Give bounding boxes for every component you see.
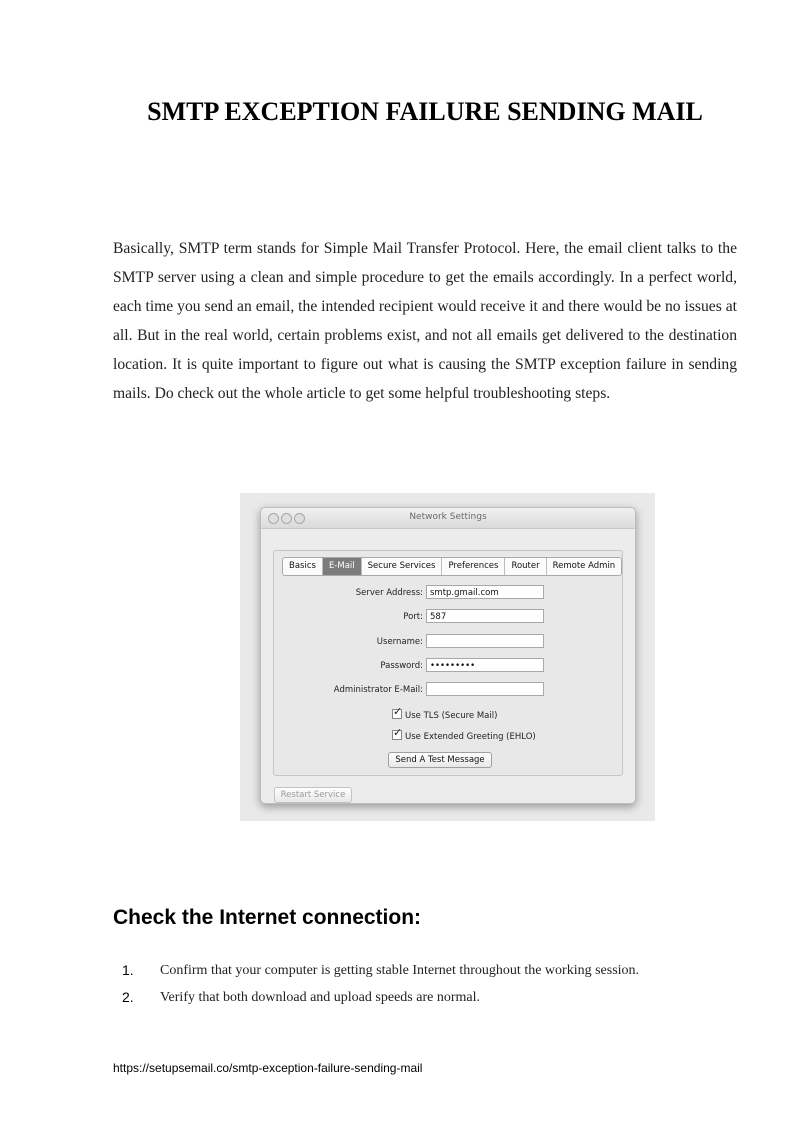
tab-basics: Basics bbox=[283, 558, 323, 575]
send-test-message-button: Send A Test Message bbox=[388, 752, 492, 768]
tab-secure-services: Secure Services bbox=[362, 558, 443, 575]
step-number: 1. bbox=[122, 962, 134, 978]
section-heading: Check the Internet connection: bbox=[113, 906, 422, 929]
admin-email-field bbox=[426, 682, 544, 696]
checkmark-icon: ✓ bbox=[393, 705, 403, 718]
password-label: Password: bbox=[380, 661, 423, 671]
step-number: 2. bbox=[122, 989, 134, 1005]
footer-url: https://setupsemail.co/smtp-exception-failure-sending-mail bbox=[113, 1061, 423, 1075]
restart-service-button: Restart Service bbox=[274, 787, 352, 803]
password-field: ••••••••• bbox=[426, 658, 544, 672]
settings-tabs bbox=[282, 557, 622, 576]
port-field: 587 bbox=[426, 609, 544, 623]
use-tls-checkbox bbox=[392, 705, 498, 721]
username-label: Username: bbox=[376, 637, 423, 647]
use-tls-label: Use TLS (Secure Mail) bbox=[405, 711, 498, 721]
checkbox-icon bbox=[392, 705, 403, 719]
admin-email-label: Administrator E-Mail: bbox=[333, 685, 423, 695]
network-settings-screenshot bbox=[240, 493, 655, 821]
tab-preferences: Preferences bbox=[442, 558, 505, 575]
tab-remote-admin: Remote Admin bbox=[552, 561, 616, 571]
page-title: SMTP EXCEPTION FAILURE SENDING MAIL bbox=[147, 97, 703, 126]
tab-e-mail: E-Mail bbox=[323, 558, 362, 575]
use-ehlo-checkbox bbox=[392, 726, 536, 742]
server-address-label: Server Address: bbox=[355, 588, 423, 598]
tab-router: Router bbox=[505, 558, 546, 575]
intro-paragraph: Basically, SMTP term stands for Simple Mail Transfer Protocol. Here, the email client talks to the SMTP server using a clean and simple procedure to get the emails accordingly. In a perfect world, each time you send an email, the intended recipient would receive it and there would be no issues at all. But in the real world, certain problems exist, and not all emails get delivered to the destination location. It is quite important to figure out what is causing the SMTP exception failure in sending mails. Do check out the whole article to get some helpful troubleshooting steps. bbox=[113, 240, 737, 402]
step-text: Confirm that your computer is getting stable Internet throughout the working session. bbox=[160, 963, 640, 978]
server-address-field: smtp.gmail.com bbox=[426, 585, 544, 599]
network-settings-window bbox=[260, 507, 636, 804]
checkmark-icon: ✓ bbox=[393, 726, 403, 739]
window-title: Network Settings bbox=[409, 512, 487, 522]
username-field bbox=[426, 634, 544, 648]
window-titlebar bbox=[261, 508, 635, 529]
use-ehlo-label: Use Extended Greeting (EHLO) bbox=[405, 732, 536, 742]
checkbox-icon bbox=[392, 726, 403, 740]
step-text: Verify that both download and upload speeds are normal. bbox=[160, 990, 480, 1005]
port-label: Port: bbox=[403, 612, 423, 622]
